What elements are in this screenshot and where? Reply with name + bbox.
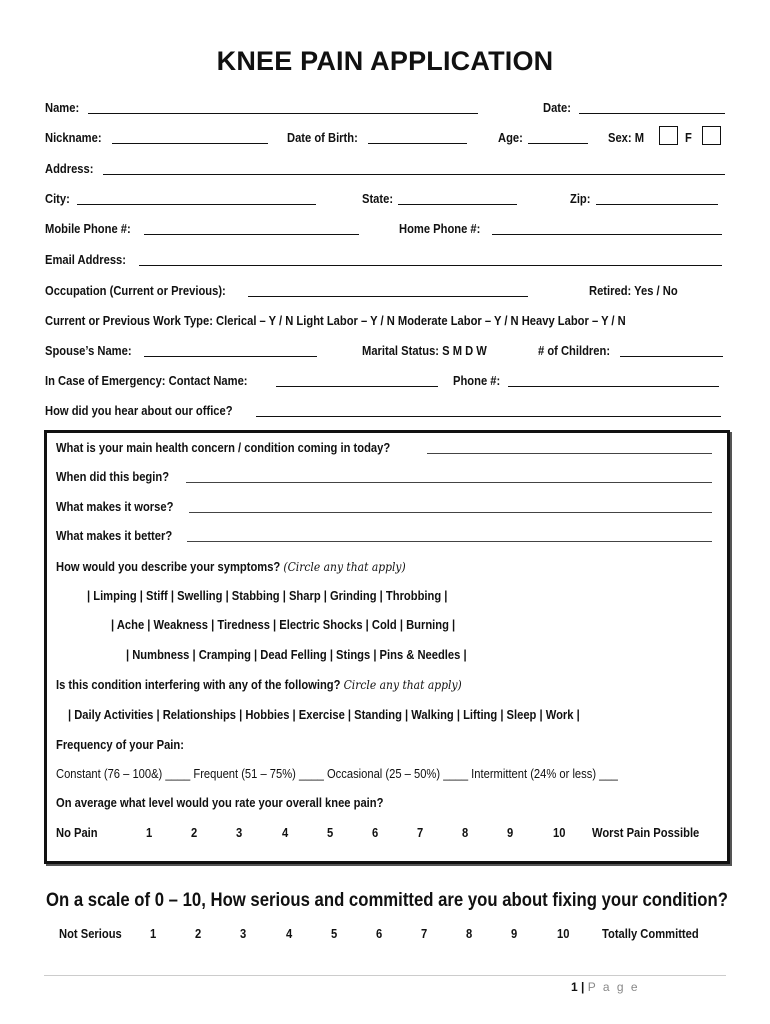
commit-scale-4[interactable]: 4 bbox=[286, 926, 293, 941]
commit-scale-1[interactable]: 1 bbox=[150, 926, 157, 941]
better-field[interactable] bbox=[187, 541, 712, 542]
emergency-phone-label: Phone #: bbox=[453, 373, 501, 388]
totally-committed-label: Totally Committed bbox=[602, 926, 699, 941]
home-phone-field[interactable] bbox=[492, 234, 722, 235]
page-footer bbox=[571, 980, 640, 994]
average-question: On average what level would you rate your overall knee pain? bbox=[56, 795, 384, 810]
worse-label: What makes it worse? bbox=[56, 499, 174, 514]
symptoms-question bbox=[56, 559, 406, 574]
commit-scale-10[interactable]: 10 bbox=[557, 926, 570, 941]
pain-scale-4[interactable]: 4 bbox=[282, 825, 289, 840]
zip-field[interactable] bbox=[596, 204, 718, 205]
referral-label: How did you hear about our office? bbox=[45, 403, 233, 418]
work-type-label: Current or Previous Work Type: Clerical – Y / N Light Labor – Y / N Moderate Labor – Y / N Heavy Labor – Y / N bbox=[45, 313, 626, 328]
page-word: P a g e bbox=[587, 980, 640, 994]
children-field[interactable] bbox=[620, 356, 723, 357]
address-label: Address: bbox=[45, 161, 94, 176]
children-label: # of Children: bbox=[538, 343, 611, 358]
symptoms-row-2[interactable]: | Ache | Weakness | Tiredness | Electric Shocks | Cold | Burning | bbox=[111, 617, 456, 632]
worse-field[interactable] bbox=[189, 512, 712, 513]
form-title: KNEE PAIN APPLICATION bbox=[216, 46, 554, 76]
symptoms-question-text: How would you describe your symptoms? bbox=[56, 559, 281, 574]
email-label: Email Address: bbox=[45, 252, 126, 267]
pain-scale-8[interactable]: 8 bbox=[462, 825, 469, 840]
pain-scale-7[interactable]: 7 bbox=[417, 825, 424, 840]
better-label: What makes it better? bbox=[56, 528, 173, 543]
interfere-hint: Circle any that apply) bbox=[343, 677, 462, 692]
spouse-field[interactable] bbox=[144, 356, 317, 357]
age-field[interactable] bbox=[528, 143, 588, 144]
nickname-label: Nickname: bbox=[45, 130, 102, 145]
activities-row[interactable]: | Daily Activities | Relationships | Hobbies | Exercise | Standing | Walking | Lifting | Sleep | Work | bbox=[68, 707, 580, 722]
name-field[interactable] bbox=[88, 113, 478, 114]
sex-male-checkbox[interactable] bbox=[659, 126, 678, 145]
pain-scale-3[interactable]: 3 bbox=[236, 825, 243, 840]
commit-scale-2[interactable]: 2 bbox=[195, 926, 202, 941]
footer-divider bbox=[44, 975, 726, 976]
zip-label: Zip: bbox=[570, 191, 591, 206]
concern-field[interactable] bbox=[427, 453, 712, 454]
sex-female-label: F bbox=[685, 130, 692, 145]
not-serious-label: Not Serious bbox=[59, 926, 122, 941]
state-field[interactable] bbox=[398, 204, 517, 205]
pain-scale-1[interactable]: 1 bbox=[146, 825, 153, 840]
commit-scale-6[interactable]: 6 bbox=[376, 926, 383, 941]
retired-label: Retired: Yes / No bbox=[589, 283, 678, 298]
city-label: City: bbox=[45, 191, 70, 206]
marital-status-label: Marital Status: S M D W bbox=[362, 343, 487, 358]
commit-scale-3[interactable]: 3 bbox=[240, 926, 247, 941]
sex-female-checkbox[interactable] bbox=[702, 126, 721, 145]
referral-field[interactable] bbox=[256, 416, 721, 417]
interfere-question bbox=[56, 677, 462, 692]
symptoms-row-3[interactable]: | Numbness | Cramping | Dead Felling | Stings | Pins & Needles | bbox=[126, 647, 467, 662]
commit-scale-9[interactable]: 9 bbox=[511, 926, 518, 941]
interfere-question-text: Is this condition interfering with any of the following? bbox=[56, 677, 341, 692]
state-label: State: bbox=[362, 191, 394, 206]
begin-label: When did this begin? bbox=[56, 469, 170, 484]
commit-scale-8[interactable]: 8 bbox=[466, 926, 473, 941]
emergency-contact-label: In Case of Emergency: Contact Name: bbox=[45, 373, 248, 388]
commit-scale-7[interactable]: 7 bbox=[421, 926, 428, 941]
symptoms-hint: (Circle any that apply) bbox=[283, 559, 406, 574]
date-label: Date: bbox=[543, 100, 571, 115]
name-label: Name: bbox=[45, 100, 80, 115]
mobile-label: Mobile Phone #: bbox=[45, 221, 131, 236]
occupation-field[interactable] bbox=[248, 296, 528, 297]
symptoms-row-1[interactable]: | Limping | Stiff | Swelling | Stabbing | Sharp | Grinding | Throbbing | bbox=[87, 588, 448, 603]
home-phone-label: Home Phone #: bbox=[399, 221, 481, 236]
spouse-label: Spouse’s Name: bbox=[45, 343, 132, 358]
pain-scale-5[interactable]: 5 bbox=[327, 825, 334, 840]
dob-field[interactable] bbox=[368, 143, 467, 144]
worst-pain-label: Worst Pain Possible bbox=[592, 825, 700, 840]
frequency-options[interactable]: Constant (76 – 100&) ____ Frequent (51 – 75%) ____ Occasional (25 – 50%) ____ Intermittent (24% or less) ___ bbox=[56, 766, 618, 781]
email-field[interactable] bbox=[139, 265, 722, 266]
begin-field[interactable] bbox=[186, 482, 712, 483]
dob-label: Date of Birth: bbox=[287, 130, 358, 145]
page-number: 1 bbox=[571, 980, 578, 994]
address-field[interactable] bbox=[103, 174, 725, 175]
commit-scale-5[interactable]: 5 bbox=[331, 926, 338, 941]
commitment-question: On a scale of 0 – 10, How serious and committed are you about fixing your condition? bbox=[46, 890, 728, 911]
sex-label: Sex: M bbox=[608, 130, 645, 145]
emergency-phone-field[interactable] bbox=[508, 386, 719, 387]
city-field[interactable] bbox=[77, 204, 316, 205]
pain-scale-2[interactable]: 2 bbox=[191, 825, 198, 840]
emergency-contact-field[interactable] bbox=[276, 386, 438, 387]
pain-scale-10[interactable]: 10 bbox=[553, 825, 566, 840]
date-field[interactable] bbox=[579, 113, 725, 114]
age-label: Age: bbox=[498, 130, 523, 145]
pain-scale-9[interactable]: 9 bbox=[507, 825, 514, 840]
no-pain-label: No Pain bbox=[56, 825, 98, 840]
page-separator: | bbox=[581, 980, 588, 994]
frequency-question: Frequency of your Pain: bbox=[56, 737, 184, 752]
pain-scale-6[interactable]: 6 bbox=[372, 825, 379, 840]
concern-label: What is your main health concern / condition coming in today? bbox=[56, 440, 391, 455]
occupation-label: Occupation (Current or Previous): bbox=[45, 283, 226, 298]
mobile-field[interactable] bbox=[144, 234, 359, 235]
nickname-field[interactable] bbox=[112, 143, 268, 144]
